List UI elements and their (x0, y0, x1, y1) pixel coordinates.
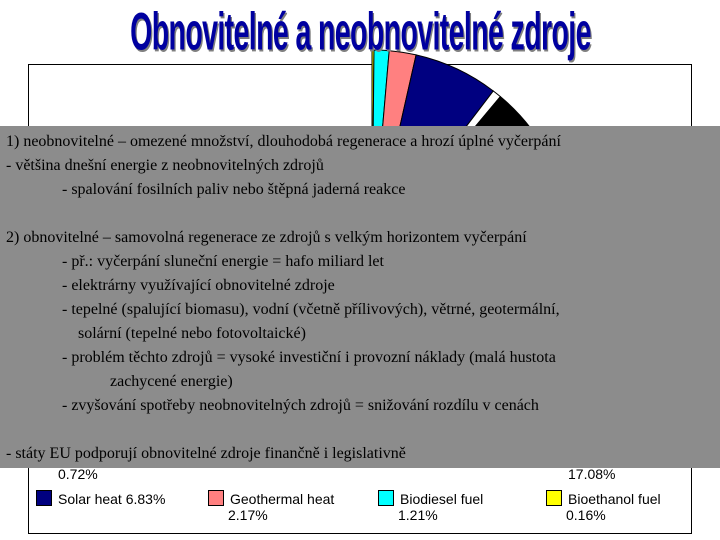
text-line-12: - státy EU podporují obnovitelné zdroje finančně i legislativně (6, 445, 406, 462)
legend-item-bioethanol-fuel: Bioethanol fuel 0.16% (546, 490, 661, 523)
chart-legend (28, 468, 692, 534)
legend-partial-right-value: 17.08% (568, 466, 616, 482)
legend-swatch-solar-heat (36, 490, 52, 506)
text-overlay (0, 126, 720, 468)
slide-title (0, 0, 720, 62)
legend-partial-left-value: 0.72% (58, 466, 98, 482)
legend-item-biodiesel-fuel: Biodiesel fuel 1.21% (378, 490, 483, 523)
text-line-4: 2) obnovitelné – samovolná regenerace ze zdrojů s velkým horizontem vyčerpání (6, 229, 527, 246)
text-line-1: 1) neobnovitelné – omezené množství, dlouhodobá regenerace a hrozí úplné vyčerpání (6, 133, 561, 150)
text-line-6: - elektrárny využívající obnovitelné zdroje (62, 277, 335, 294)
text-line-5: - př.: vyčerpání sluneční energie = hafo miliard let (62, 253, 384, 270)
legend-item-geothermal-heat: Geothermal heat 2.17% (208, 490, 334, 523)
text-line-3: - spalování fosilních paliv nebo štěpná jaderná reakce (62, 181, 406, 198)
text-line-11: - zvyšování spotřeby neobnovitelných zdrojů = snižování rozdílu v cenách (62, 397, 539, 414)
legend-swatch-bioethanol-fuel (546, 490, 562, 506)
legend-item-solar-heat: Solar heat 6.83% (36, 490, 165, 507)
legend-value-bioethanol-fuel: 0.16% (566, 507, 606, 523)
slide-title-text: Obnovitelné a neobnovitelné zdroje (129, 1, 591, 61)
legend-swatch-geothermal-heat (208, 490, 224, 506)
legend-value-geothermal-heat: 2.17% (228, 507, 268, 523)
text-line-10: zachycené energie) (110, 373, 233, 390)
text-line-2: - většina dnešní energie z neobnovitelných zdrojů (6, 157, 324, 174)
text-line-7: - tepelné (spalující biomasu), vodní (včetně přílivových), větrné, geotermální, (62, 301, 560, 318)
legend-swatch-biodiesel-fuel (378, 490, 394, 506)
text-line-8: solární (tepelné nebo fotovoltaické) (78, 325, 306, 342)
legend-value-biodiesel-fuel: 1.21% (398, 507, 438, 523)
text-line-9: - problém těchto zdrojů = vysoké investiční i provozní náklady (malá hustota (62, 349, 556, 366)
